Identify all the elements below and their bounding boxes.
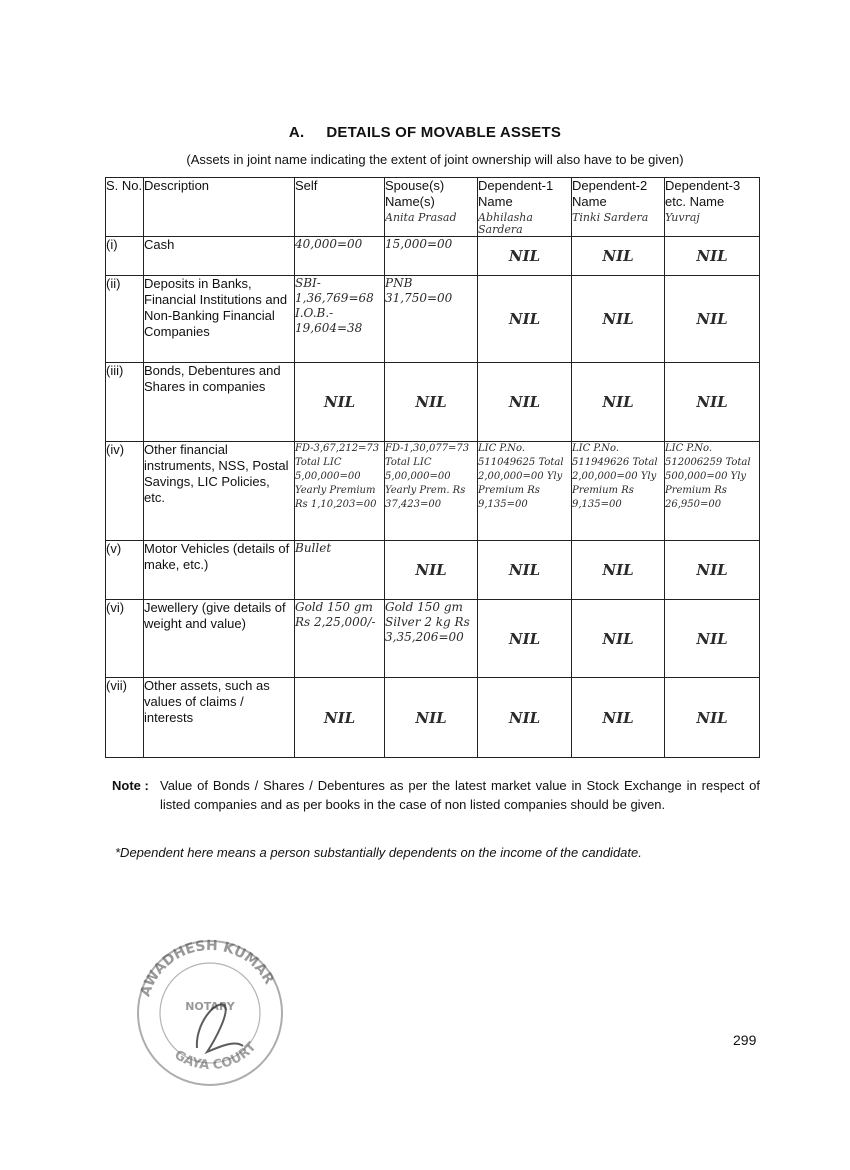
cell-spouse: NIL <box>385 678 478 758</box>
table-row <box>106 276 760 363</box>
table-row <box>106 237 760 276</box>
row-description: Jewellery (give details of weight and value) <box>144 600 295 678</box>
section-heading <box>0 124 850 141</box>
row-description: Motor Vehicles (details of make, etc.) <box>144 541 295 600</box>
cell-self: NIL <box>295 678 385 758</box>
cell-spouse: NIL <box>385 541 478 600</box>
row-sno: (i) <box>106 237 144 276</box>
row-description: Other assets, such as values of claims / interests <box>144 678 295 758</box>
dependent-2-name-handwritten: Tinki Sardera <box>572 211 649 224</box>
cell-dependent-2: NIL <box>572 541 665 600</box>
row-sno: (iii) <box>106 363 144 442</box>
cell-dependent-2: NIL <box>572 276 665 363</box>
cell-dependent-2: NIL <box>572 363 665 442</box>
cell-dependent-3: NIL <box>665 600 760 678</box>
header-spouse <box>385 178 478 237</box>
table-row <box>106 541 760 600</box>
cell-dependent-2: NIL <box>572 678 665 758</box>
cell-self: NIL <box>295 363 385 442</box>
cell-dependent-1: LIC P.No. 511049625 Total 2,00,000=00 Yly Premium Rs 9,135=00 <box>478 442 572 541</box>
cell-dependent-3: NIL <box>665 541 760 600</box>
cell-self: 40,000=00 <box>295 237 385 276</box>
cell-self: SBI- 1,36,769=68 I.O.B.- 19,604=38 <box>295 276 385 363</box>
svg-text:GAYA COURT <box>171 1040 259 1074</box>
stamp-arc-bottom: GAYA COURT <box>171 1039 260 1074</box>
cell-dependent-3: NIL <box>665 678 760 758</box>
row-sno: (vii) <box>106 678 144 758</box>
cell-dependent-2: LIC P.No. 511949626 Total 2,00,000=00 Yly Premium Rs 9,135=00 <box>572 442 665 541</box>
cell-self: FD-3,67,212=73 Total LIC 5,00,000=00 Yearly Premium Rs 1,10,203=00 <box>295 442 385 541</box>
row-sno: (iv) <box>106 442 144 541</box>
cell-dependent-1: NIL <box>478 678 572 758</box>
page-number: 299 <box>733 1032 757 1048</box>
note-block <box>112 776 760 814</box>
row-sno: (v) <box>106 541 144 600</box>
note-text: Value of Bonds / Shares / Debentures as per the latest market value in Stock Exchange in respect of listed companies and as per books in the case of non listed companies should be given. <box>160 778 760 812</box>
header-dependent-3-label: Dependent-3 etc. Name <box>665 178 741 209</box>
section-number: A. <box>288 124 305 141</box>
svg-text:AWADHESH KUMAR <box>137 938 277 999</box>
header-dependent-2-label: Dependent-2 Name <box>572 178 648 209</box>
row-description: Deposits in Banks, Financial Institutions and Non-Banking Financial Companies <box>144 276 295 363</box>
table-header-row <box>106 178 760 237</box>
row-description: Other financial instruments, NSS, Postal Savings, LIC Policies, etc. <box>144 442 295 541</box>
cell-spouse: FD-1,30,077=73 Total LIC 5,00,000=00 Yearly Prem. Rs 37,423=00 <box>385 442 478 541</box>
cell-dependent-3: LIC P.No. 512006259 Total 500,000=00 Yly Premium Rs 26,950=00 <box>665 442 760 541</box>
movable-assets-table <box>105 177 760 758</box>
section-subheading: (Assets in joint name indicating the extent of joint ownership will also have to be given) <box>186 152 684 167</box>
row-sno: (ii) <box>106 276 144 363</box>
header-dependent-1-label: Dependent-1 Name <box>478 178 554 209</box>
cell-dependent-1: NIL <box>478 237 572 276</box>
header-dependent-2 <box>572 178 665 237</box>
table-row <box>106 363 760 442</box>
cell-dependent-1: NIL <box>478 600 572 678</box>
notary-stamp-seal <box>125 928 295 1088</box>
section-title: DETAILS OF MOVABLE ASSETS <box>326 124 562 141</box>
stamp-center: NOTARY <box>185 1000 235 1013</box>
table-row <box>106 600 760 678</box>
spouse-name-handwritten: Anita Prasad <box>385 211 457 224</box>
row-sno: (vi) <box>106 600 144 678</box>
stamp-arc-top: AWADHESH KUMAR <box>137 937 278 999</box>
dependent-1-name-handwritten: Abhilasha Sardera <box>478 211 533 236</box>
header-self: Self <box>295 178 385 237</box>
notary-stamp <box>125 928 295 1088</box>
cell-dependent-3: NIL <box>665 237 760 276</box>
cell-self: Gold 150 gm Rs 2,25,000/- <box>295 600 385 678</box>
dependent-footnote: *Dependent here means a person substantially dependents on the income of the candidate. <box>115 845 642 860</box>
table-row <box>106 678 760 758</box>
header-sno: S. No. <box>106 178 144 237</box>
row-description: Cash <box>144 237 295 276</box>
cell-dependent-1: NIL <box>478 363 572 442</box>
cell-dependent-2: NIL <box>572 237 665 276</box>
header-dependent-3 <box>665 178 760 237</box>
cell-dependent-2: NIL <box>572 600 665 678</box>
cell-spouse: 15,000=00 <box>385 237 478 276</box>
header-spouse-label: Spouse(s) Name(s) <box>385 178 445 209</box>
row-description: Bonds, Debentures and Shares in companies <box>144 363 295 442</box>
cell-dependent-3: NIL <box>665 363 760 442</box>
table-row <box>106 442 760 541</box>
header-description: Description <box>144 178 295 237</box>
cell-dependent-1: NIL <box>478 541 572 600</box>
cell-spouse: NIL <box>385 363 478 442</box>
cell-spouse: PNB 31,750=00 <box>385 276 478 363</box>
cell-dependent-3: NIL <box>665 276 760 363</box>
note-label: Note : <box>112 778 149 793</box>
header-dependent-1 <box>478 178 572 237</box>
cell-spouse: Gold 150 gm Silver 2 kg Rs 3,35,206=00 <box>385 600 478 678</box>
cell-dependent-1: NIL <box>478 276 572 363</box>
dependent-3-name-handwritten: Yuvraj <box>665 211 700 224</box>
cell-self: Bullet <box>295 541 385 600</box>
